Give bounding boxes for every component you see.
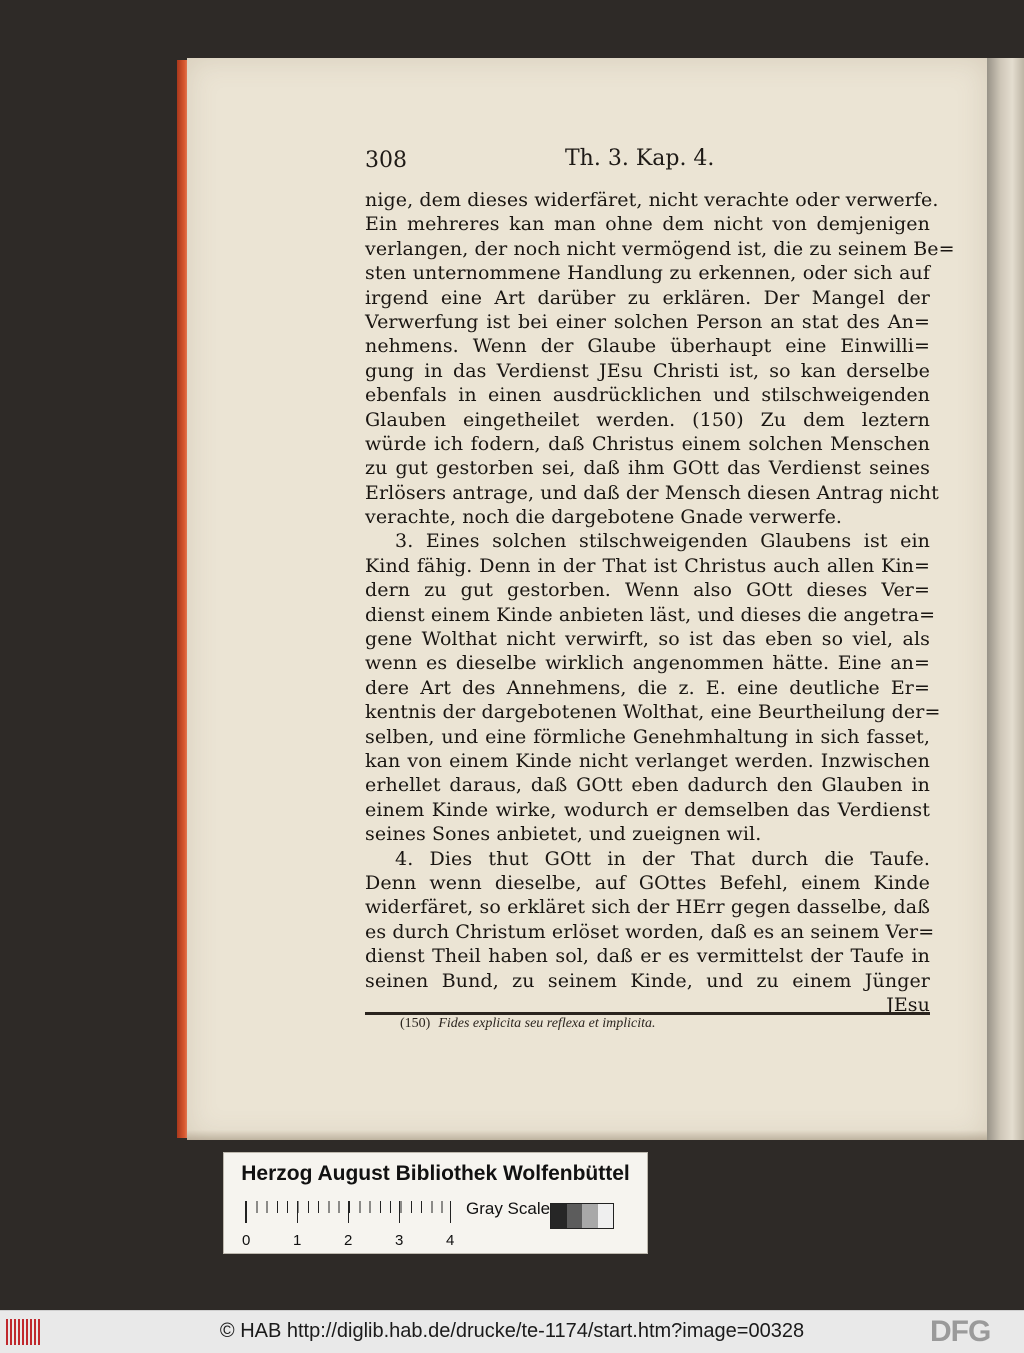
text-line: gene Wolthat nicht verwirft, so ist das eben so viel, als xyxy=(365,628,930,651)
body-text xyxy=(365,188,955,1017)
text-line: kan von einem Kinde nicht verlanget werden. Inzwischen xyxy=(365,749,930,772)
gray-swatch xyxy=(598,1204,614,1228)
footnote xyxy=(400,1016,920,1032)
ruler-label: 0 xyxy=(242,1232,251,1249)
ruler-label: 2 xyxy=(344,1232,353,1249)
text-line: Ein mehreres kan man ohne dem nicht von demjenigen xyxy=(365,213,930,236)
ruler-label: 3 xyxy=(395,1232,404,1249)
text-line: Kind fähig. Denn in der That ist Christus auch allen Kin= xyxy=(365,554,930,577)
text-line: es durch Christum erlöset worden, daß es an seinem Ver= xyxy=(365,920,935,943)
paragraph-start-line: 3. Eines solchen stilschweigenden Glaubens ist ein xyxy=(395,530,930,553)
text-line: verlangen, der noch nicht vermögend ist, die zu seinem Be= xyxy=(365,237,955,260)
text-line: dere Art des Annehmens, die z. E. eine deutliche Er= xyxy=(365,676,930,699)
footer-bar xyxy=(0,1310,1024,1353)
ruler-label: 4 xyxy=(446,1232,455,1249)
text-line: dienst einem Kinde anbieten läst, und dieses die angetra= xyxy=(365,603,936,626)
gray-swatch xyxy=(551,1204,567,1228)
text-line: zu gut gestorben sei, daß ihm GOtt das Verdienst seines xyxy=(365,457,930,480)
gray-swatch xyxy=(582,1204,598,1228)
paragraph-start-line: 4. Dies thut GOtt in der That durch die Taufe. xyxy=(395,847,930,870)
copyright-link[interactable]: © HAB http://diglib.hab.de/drucke/te-1174/start.htm?image=00328 xyxy=(219,1320,805,1342)
footnote-rule xyxy=(365,1012,930,1015)
library-name: Herzog August Bibliothek Wolfenbüttel xyxy=(241,1162,630,1185)
ruler-tick xyxy=(297,1201,298,1223)
dfg-logo[interactable]: DFG xyxy=(930,1315,991,1348)
grayscale-swatch xyxy=(550,1203,614,1229)
text-line: selben, und eine förmliche Genehmhaltung in sich fasset, xyxy=(365,725,930,748)
ruler-label: 1 xyxy=(293,1232,302,1249)
text-line: sten unternommene Handlung zu erkennen, oder sich auf xyxy=(365,262,930,285)
text-line: wenn es dieselbe wirklich angenommen hätte. Eine an= xyxy=(365,652,930,675)
text-line: einem Kinde wirke, wodurch er demselben das Verdienst xyxy=(365,798,930,821)
ruler-tick xyxy=(246,1201,247,1223)
grayscale-label: Gray Scale xyxy=(466,1199,551,1218)
text-line: gung in das Verdienst JEsu Christi ist, so kan derselbe xyxy=(365,359,930,382)
page-number: 308 xyxy=(365,148,407,173)
running-head xyxy=(365,146,930,176)
ruler-tick xyxy=(450,1201,451,1223)
ruler-tick xyxy=(348,1201,349,1223)
catchword: JEsu xyxy=(886,993,930,1016)
text-line: dienst Theil haben sol, daß er es vermittelst der Taufe in xyxy=(365,945,930,968)
ruler-tick xyxy=(399,1201,400,1223)
text-line: verachte, noch die dargebotene Gnade verwerfe. xyxy=(365,506,843,529)
text-line: nehmens. Wenn der Glaube überhaupt eine Einwilli= xyxy=(365,335,930,358)
text-line: irgend eine Art darüber zu erklären. Der Mangel der xyxy=(365,286,930,309)
running-head-title: Th. 3. Kap. 4. xyxy=(565,146,715,171)
text-line: widerfäret, so erkläret sich der HErr gegen dasselbe, daß xyxy=(365,896,930,919)
text-line: nige, dem dieses widerfäret, nicht verachte oder verwerfe. xyxy=(365,189,939,211)
text-line: Verwerfung ist bei einer solchen Person an stat des An= xyxy=(365,310,930,333)
book-spine-edge xyxy=(985,58,1024,1140)
text-line: seines Sones anbietet, und zueignen wil. xyxy=(365,823,762,846)
text-line: kentnis der dargebotenen Wolthat, eine Beurtheilung der= xyxy=(365,701,941,724)
text-line: dern zu gut gestorben. Wenn also GOtt dieses Ver= xyxy=(365,579,930,602)
text-line: würde ich fodern, daß Christus einem solchen Menschen xyxy=(365,432,930,455)
text-line: Denn wenn dieselbe, auf GOttes Befehl, einem Kinde xyxy=(365,871,930,894)
text-line: erhellet daraus, daß GOtt eben dadurch den Glauben in xyxy=(365,774,930,797)
library-color-card xyxy=(223,1152,648,1254)
footnote-text: Fides explicita seu reflexa et implicita. xyxy=(438,1016,656,1031)
footnote-number: (150) xyxy=(400,1016,431,1031)
text-line: Erlösers antrage, und daß der Mensch diesen Antrag nicht xyxy=(365,481,939,504)
scale-ruler xyxy=(245,1201,452,1223)
gray-swatch xyxy=(567,1204,583,1228)
text-line: ebenfals in einen ausdrücklichen und stilschweigenden xyxy=(365,384,930,407)
text-line: Glauben eingetheilet werden. (150) Zu dem leztern xyxy=(365,408,930,431)
text-line: seinen Bund, zu seinem Kinde, und zu einem Jünger xyxy=(365,969,930,992)
